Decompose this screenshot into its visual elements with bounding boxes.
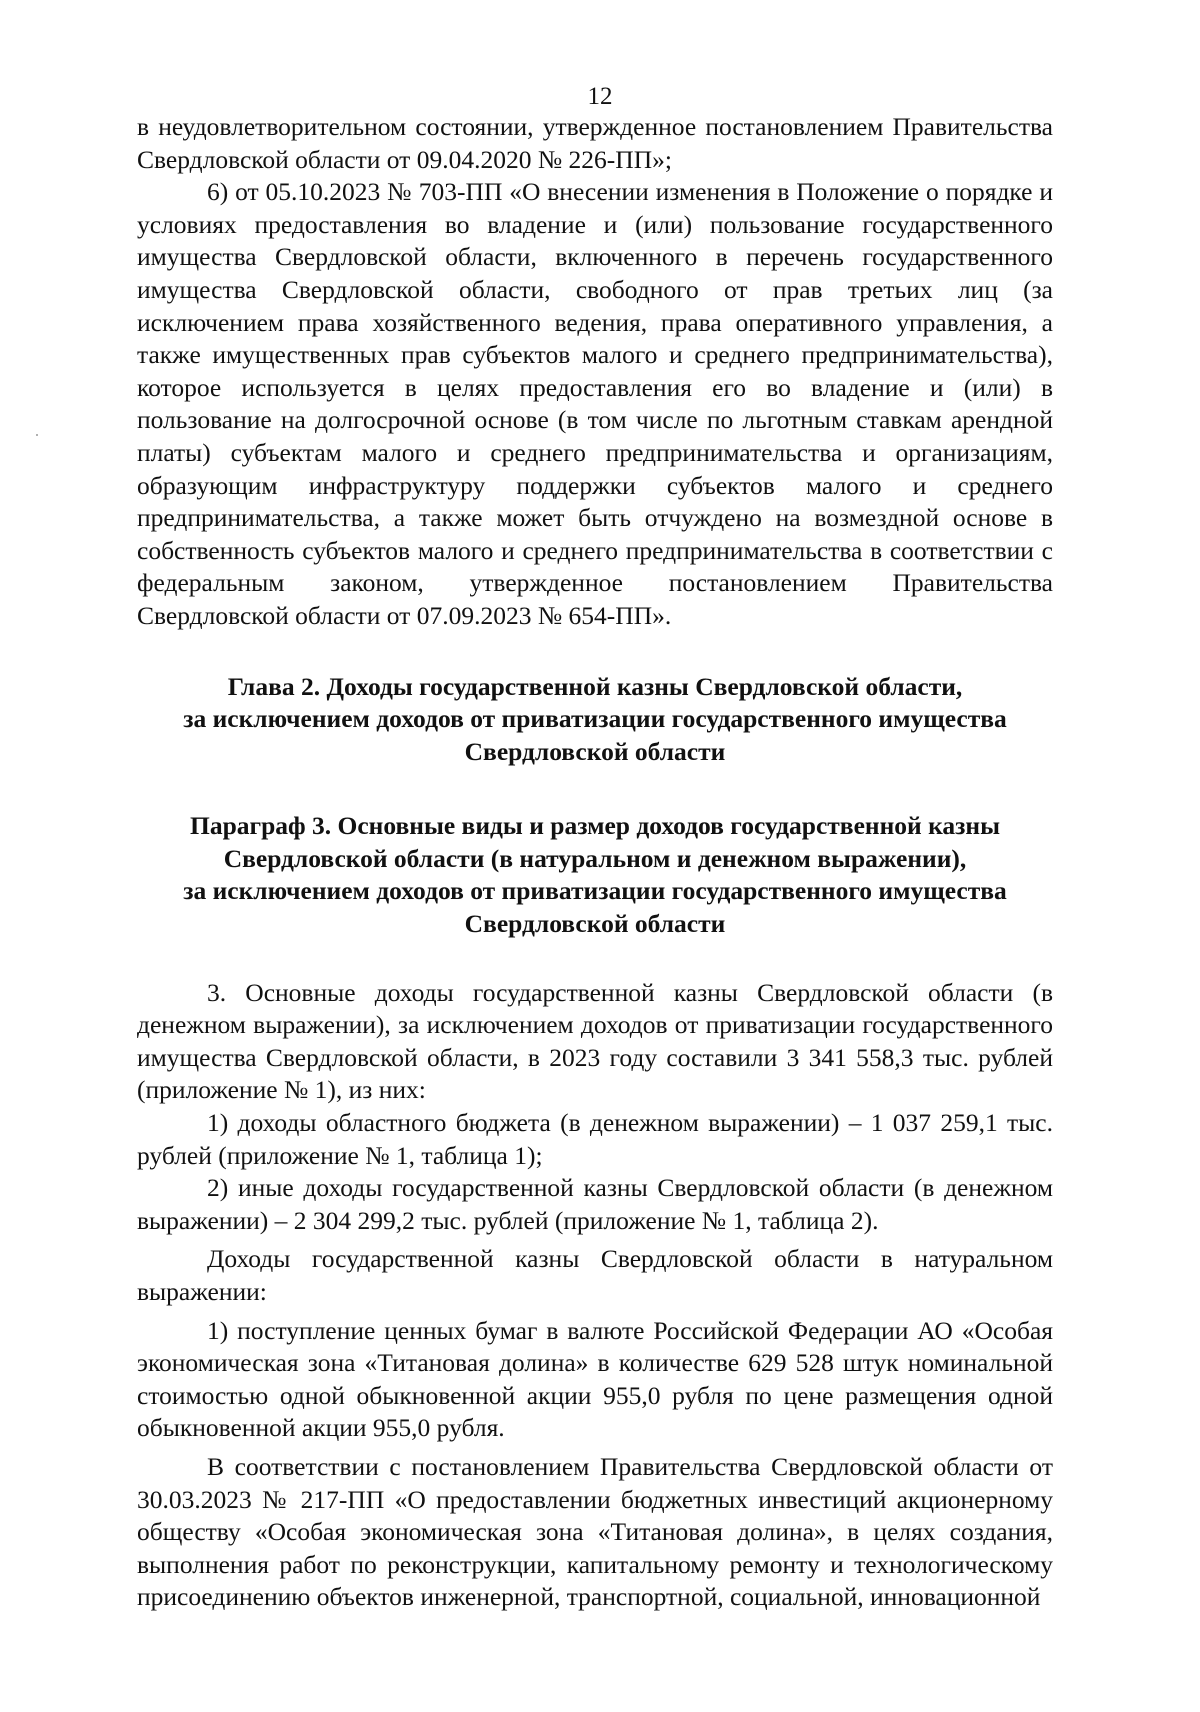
body-paragraph: 3. Основные доходы государственной казны Свердловской области (в денежном выражении), за исключением доходов от приватизации государственного имущества Свердловской области, в 2023 году составили 3 341 558,3 тыс. рублей (приложение № 1), из них:: [137, 977, 1053, 1105]
body-paragraph: 6) от 05.10.2023 № 703-ПП «О внесении изменения в Положение о порядке и условиях предоставления во владение и (или) пользование государственного имущества Свердловской области, включенного в перечень государственного имущества Свердловской области, свободного от прав третьих лиц (за исключением права хозяйственного ведения, права оперативного управления, а также имущественных прав субъектов малого и среднего предпринимательства), которое используется в целях предоставления его во владение и (или) в пользование на долгосрочной основе (в том числе по льготным ставкам арендной платы) субъектам малого и среднего предпринимательства и организациям, образующим инфраструктуру поддержки субъектов малого и среднего предпринимательства, а также может быть отчуждено на возмездной основе в собственность субъектов малого и среднего предпринимательства в соответствии с федеральным законом, утвержденное постановлением Правительства Свердловской области от 07.09.2023 № 654-ПП».: [137, 177, 1053, 630]
body-paragraph: В соответствии с постановлением Правительства Свердловской области от 30.03.2023 № 217-ПП «О предоставлении бюджетных инвестиций акционерному обществу «Особая экономическая зона «Титановая долина», в целях создания, выполнения работ по реконструкции, капитальному ремонту и технологическому присоединению объектов инженерной, транспортной, социальной, инновационной: [137, 1451, 1053, 1612]
body-paragraph: 2) иные доходы государственной казны Свердловской области (в денежном выражении) – 2 304 299,2 тыс. рублей (приложение № 1, таблица 2).: [137, 1173, 1053, 1235]
body-paragraph: 1) доходы областного бюджета (в денежном выражении) – 1 037 259,1 тыс. рублей (приложение № 1, таблица 1);: [137, 1108, 1053, 1170]
section-heading: [137, 810, 1053, 940]
chapter-heading-line: за исключением доходов от приватизации государственного имущества: [183, 704, 1007, 734]
body-paragraph: Доходы государственной казны Свердловской области в натуральном выражении:: [137, 1244, 1053, 1306]
section-heading-line: Свердловской области: [464, 909, 726, 939]
section-heading-line: Параграф 3. Основные виды и размер доходов государственной казны: [189, 811, 1000, 841]
scan-speck: [36, 434, 38, 436]
body-paragraph: 1) поступление ценных бумаг в валюте Российской Федерации АО «Особая экономическая зона «Титановая долина» в количестве 629 528 штук номинальной стоимостью одной обыкновенной акции 955,0 рубля по цене размещения одной обыкновенной акции 955,0 рубля.: [137, 1315, 1053, 1443]
chapter-heading: [137, 671, 1053, 769]
body-paragraph: в неудовлетворительном состоянии, утвержденное постановлением Правительства Свердловской области от 09.04.2020 № 226-ПП»;: [137, 112, 1053, 174]
page-number: 12: [587, 83, 613, 110]
chapter-heading-line: Свердловской области: [464, 736, 726, 766]
chapter-heading-line: Глава 2. Доходы государственной казны Свердловской области,: [227, 671, 963, 701]
page-body: [137, 111, 1053, 1614]
section-heading-line: за исключением доходов от приватизации государственного имущества: [183, 876, 1007, 906]
section-heading-line: Свердловской области (в натуральном и денежном выражении),: [223, 843, 967, 873]
